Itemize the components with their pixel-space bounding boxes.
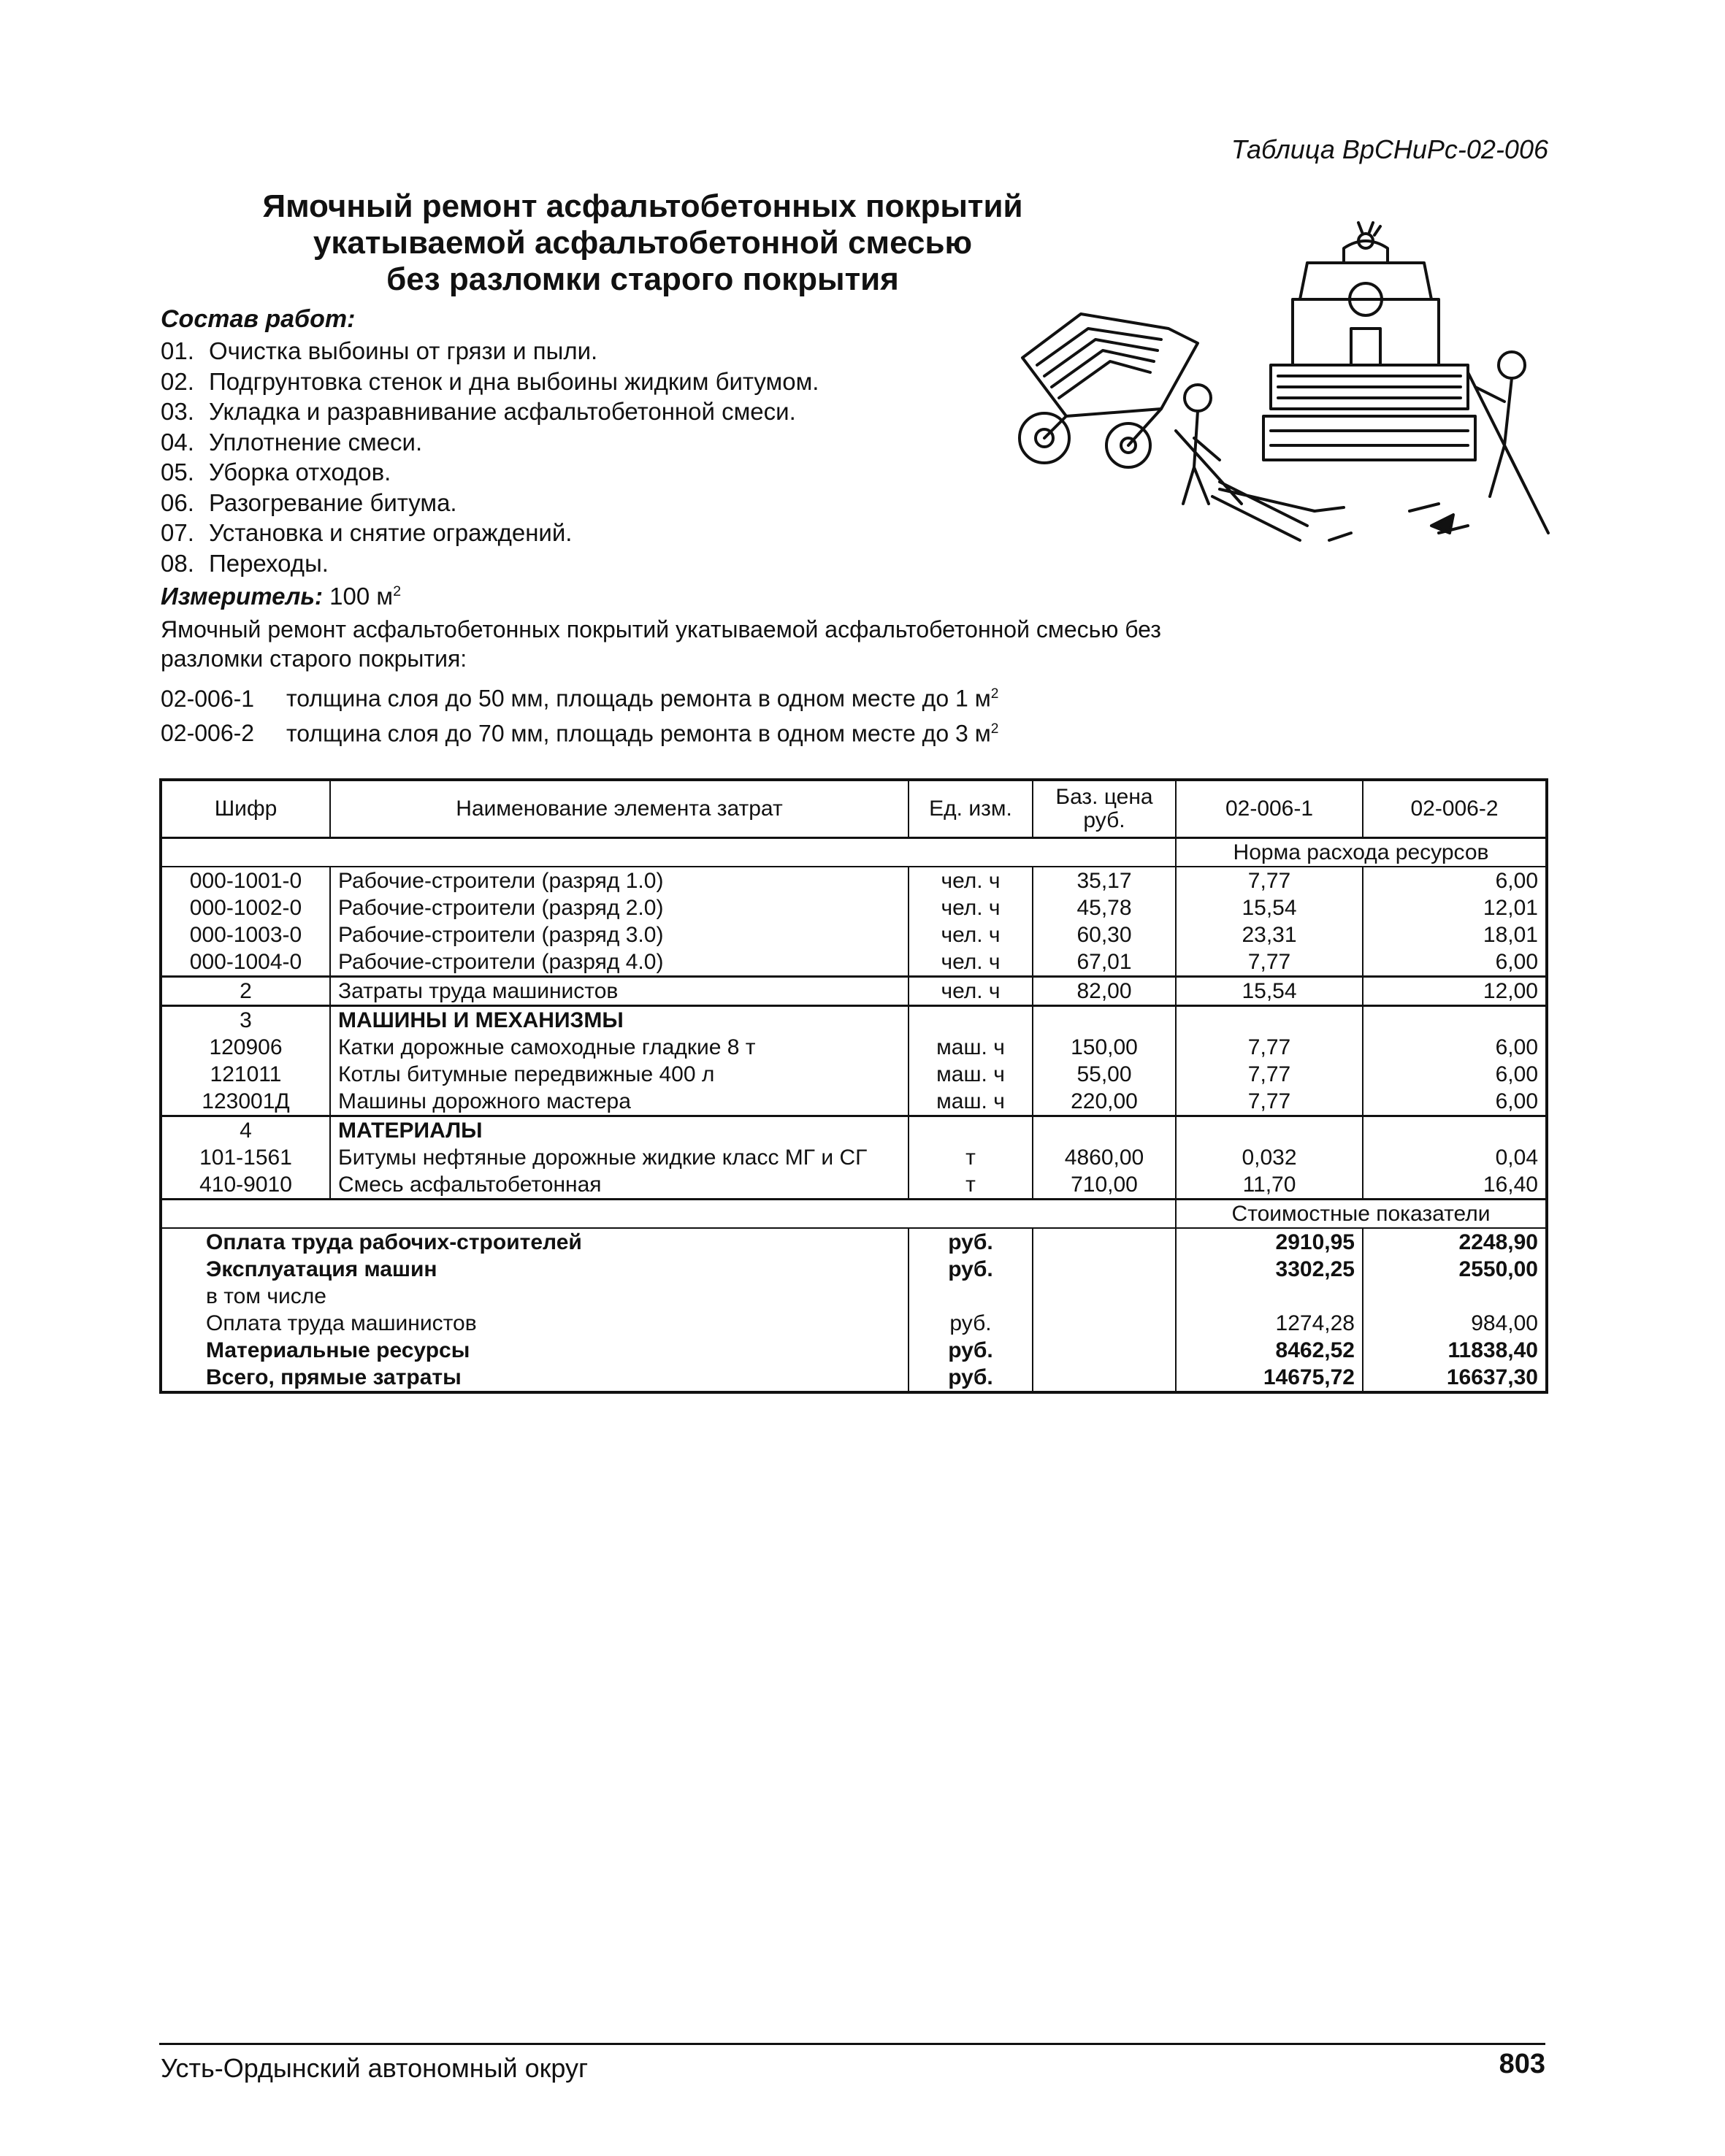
table-row: 000-1003-0 Рабочие-строители (разряд 3.0) чел. ч 60,30 23,31 18,01 — [161, 921, 1547, 948]
title-line: Ямочный ремонт асфальтобетонных покрытий — [262, 188, 1023, 224]
table-row: Эксплуатация машин руб. 3302,25 2550,00 — [161, 1256, 1547, 1283]
list-item: 05. Уборка отходов. — [161, 459, 391, 486]
page-number: 803 — [1499, 2049, 1545, 2079]
blank-cell — [161, 838, 1176, 867]
header-name: Наименование элемента затрат — [330, 780, 909, 838]
table-row: 121011 Котлы битумные передвижные 400 л маш. ч 55,00 7,77 6,00 — [161, 1061, 1547, 1088]
table-row: 000-1004-0 Рабочие-строители (разряд 4.0) чел. ч 67,01 7,77 6,00 — [161, 948, 1547, 977]
table-header-row — [161, 780, 1547, 838]
meter-value: 100 м — [329, 583, 394, 610]
works-heading: Состав работ: — [161, 305, 356, 333]
list-item: 04. Уплотнение смеси. — [161, 428, 423, 456]
list-item: 06. Разогревание битума. — [161, 488, 457, 516]
list-item: 03. Укладка и разравнивание асфальтобетонной смеси. — [161, 398, 796, 425]
list-item: 08. Переходы. — [161, 549, 329, 577]
table-row: 000-1001-0 Рабочие-строители (разряд 1.0) чел. ч 35,17 7,77 6,00 — [161, 867, 1547, 894]
title-line: без разломки старого покрытия — [386, 261, 899, 297]
norm-heading: Норма расхода ресурсов — [1176, 838, 1547, 867]
table-row: Оплата труда машинистов руб. 1274,28 984,00 — [161, 1310, 1547, 1337]
footer-region: Усть-Ордынский автономный округ — [161, 2053, 589, 2083]
table-row: Всего, прямые затраты руб. 14675,72 16637,30 — [161, 1364, 1547, 1392]
works-list — [161, 336, 819, 578]
blank-cell — [161, 1200, 1176, 1229]
cost-heading: Стоимостные показатели — [1176, 1200, 1547, 1229]
table-row: 123001Д Машины дорожного мастера маш. ч 220,00 7,77 6,00 — [161, 1088, 1547, 1116]
footer-divider — [159, 2043, 1545, 2045]
table-row: 120906 Катки дорожные самоходные гладкие 8 т маш. ч 150,00 7,77 6,00 — [161, 1034, 1547, 1061]
header-variant-2: 02-006-2 — [1363, 780, 1547, 838]
header-variant-1: 02-006-1 — [1176, 780, 1363, 838]
list-item: 01. Очистка выбоины от грязи и пыли. — [161, 337, 598, 364]
table-row: 000-1002-0 Рабочие-строители (разряд 2.0) чел. ч 45,78 15,54 12,01 — [161, 894, 1547, 921]
variants-list — [161, 679, 998, 748]
table-row: 410-9010 Смесь асфальтобетонная т 710,00 11,70 16,40 — [161, 1171, 1547, 1200]
table-label: Таблица ВрСНиРс-02-006 — [1231, 134, 1548, 164]
list-item: 02. Подгрунтовка стенок и дна выбоины жидким битумом. — [161, 367, 819, 395]
road-repair-illustration — [1001, 219, 1556, 562]
table-row: Материальные ресурсы руб. 8462,52 11838,40 — [161, 1337, 1547, 1364]
title-line: укатываемой асфальтобетонной смесью — [313, 225, 973, 261]
meter — [161, 583, 401, 610]
table-section-row — [161, 838, 1547, 867]
list-item: 07. Установка и снятие ограждений. — [161, 519, 573, 546]
page-title — [146, 188, 1139, 298]
table-row: 2 Затраты труда машинистов чел. ч 82,00 15,54 12,00 — [161, 977, 1547, 1006]
table-section-row: 3 МАШИНЫ И МЕХАНИЗМЫ — [161, 1006, 1547, 1035]
description: Ямочный ремонт асфальтобетонных покрытий укатываемой асфальтобетонной смесью без разломки старого покрытия: — [161, 616, 1161, 672]
header-price: Баз. цена руб. — [1033, 780, 1176, 838]
table-section-row — [161, 1200, 1547, 1229]
header-unit: Ед. изм. — [909, 780, 1033, 838]
table-row: Оплата труда рабочих-строителей руб. 2910,95 2248,90 — [161, 1228, 1547, 1256]
table-row: в том числе — [161, 1283, 1547, 1310]
header-code: Шифр — [161, 780, 330, 838]
list-item: 02-006-1 толщина слоя до 50 мм, площадь ремонта в одном месте до 1 $м^2$ — [161, 685, 999, 712]
meter-label: Измеритель: — [161, 583, 323, 610]
list-item: 02-006-2 толщина слоя до 70 мм, площадь ремонта в одном месте до 3 $м^2$ — [161, 720, 999, 747]
table-row: 101-1561 Битумы нефтяные дорожные жидкие класс МГ и СГ т 4860,00 0,032 0,04 — [161, 1144, 1547, 1171]
meter-sup: 2 — [393, 583, 402, 599]
resource-table — [159, 778, 1548, 1394]
table-section-row: 4 МАТЕРИАЛЫ — [161, 1116, 1547, 1145]
